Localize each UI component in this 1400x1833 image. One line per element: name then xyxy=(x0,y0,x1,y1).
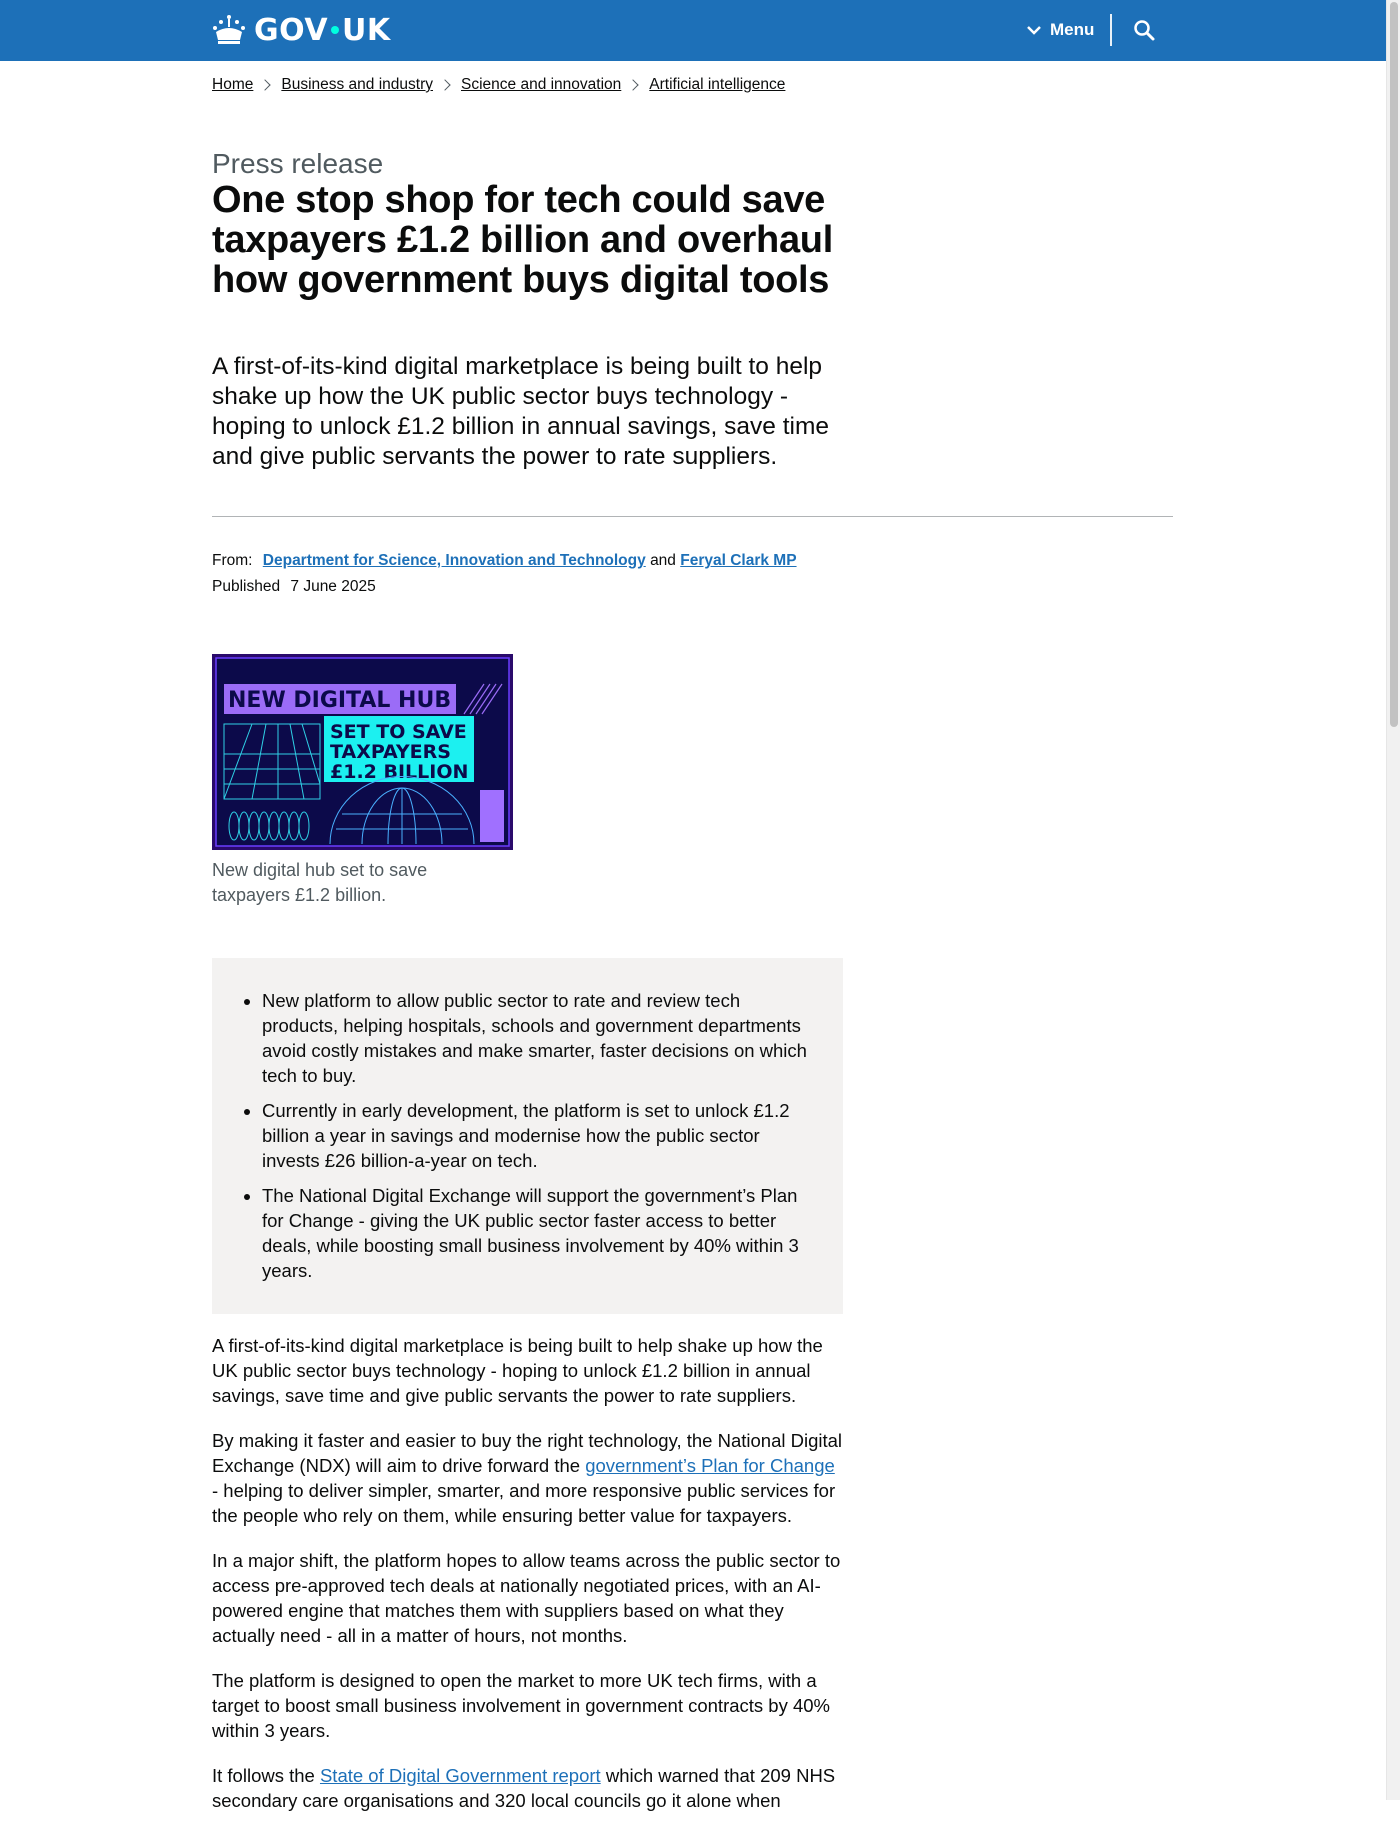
body-paragraph: In a major shift, the platform hopes to allow teams across the public sector to access pre-approved tech deals at nationally negotiated prices, with an AI-powered engine that matches them with suppliers based on what they actually need - all in a matter of hours, not months. xyxy=(212,1550,841,1646)
menu-label: Menu xyxy=(1050,20,1095,39)
summary-box xyxy=(212,958,843,1314)
logo-dot xyxy=(331,26,339,34)
hero-text-line3: TAXPAYERS xyxy=(330,741,451,763)
breadcrumb-artificial-intelligence[interactable]: Artificial intelligence xyxy=(649,76,786,93)
search-button[interactable] xyxy=(1128,14,1160,46)
breadcrumb-chevron-icon xyxy=(439,79,450,90)
body-text: - helping to deliver simpler, smarter, and more responsive public services for the people who rely on them, while ensuring better value for taxpayers. xyxy=(212,1480,836,1526)
menu-button[interactable] xyxy=(1026,16,1094,44)
from-label: From: xyxy=(212,552,253,569)
breadcrumb-science-and-innovation[interactable]: Science and innovation xyxy=(461,76,622,93)
breadcrumb-chevron-icon xyxy=(260,79,271,90)
lead-paragraph: A first-of-its-kind digital marketplace is being built to help shake up how the UK public sector buys technology - hoping to unlock £1.2 billion in annual savings, save time and give public servants the power to rate suppliers. xyxy=(212,353,829,470)
state-of-digital-government-report-link[interactable]: State of Digital Government report xyxy=(319,1765,601,1786)
hero-text-line4: £1.2 BILLION xyxy=(330,761,469,783)
published-label: Published xyxy=(212,578,281,595)
crown-icon xyxy=(212,14,246,46)
govuk-logotype xyxy=(254,13,391,48)
breadcrumb-business-and-industry[interactable]: Business and industry xyxy=(281,76,433,93)
article-body xyxy=(212,1333,846,1833)
search-icon xyxy=(1133,19,1155,41)
body-paragraph xyxy=(212,1428,846,1528)
section-divider xyxy=(212,516,1173,517)
published-date: 7 June 2025 xyxy=(290,578,376,595)
summary-item: • The National Digital Exchange will support the government’s Plan for Change - giving the UK public sector faster access to better deals, while boosting small business involvement by 40% within 3 years. xyxy=(262,1183,809,1283)
hero-text-line2: SET TO SAVE xyxy=(330,721,467,743)
image-caption: New digital hub set to save taxpayers £1.2 billion. xyxy=(212,860,428,905)
body-text: It follows the xyxy=(212,1765,320,1786)
body-text: By making it faster and easier to buy the right technology, the National Digital Exchange (NDX) will aim to drive forward the xyxy=(212,1430,843,1476)
summary-item: • New platform to allow public sector to rate and review tech products, helping hospitals, schools and government departments avoid costly mistakes and make smarter, faster decisions on which tech to buy. xyxy=(262,988,809,1088)
header-divider xyxy=(1110,14,1112,46)
document-type-caption: Press release xyxy=(212,148,384,179)
published-line xyxy=(212,574,797,600)
scrollbar-thumb[interactable] xyxy=(1390,2,1398,727)
breadcrumb-home[interactable]: Home xyxy=(212,76,254,93)
chevron-down-icon xyxy=(1026,24,1042,36)
plan-for-change-link[interactable]: government’s Plan for Change xyxy=(585,1455,835,1476)
publication-metadata xyxy=(212,548,797,600)
page-scrollbar[interactable] xyxy=(1386,0,1400,1800)
minister-link[interactable]: Feryal Clark MP xyxy=(680,552,797,569)
breadcrumb xyxy=(212,76,785,94)
page-title: One stop shop for tech could save taxpayers £1.2 billion and overhaul how government buys digital tools xyxy=(212,179,833,301)
govuk-logo[interactable] xyxy=(212,10,391,50)
breadcrumb-chevron-icon xyxy=(628,79,639,90)
site-header xyxy=(0,0,1386,61)
logo-text-uk: UK xyxy=(342,12,391,48)
body-paragraph: A first-of-its-kind digital marketplace is being built to help shake up how the UK public sector buys technology - hoping to unlock £1.2 billion in annual savings, save time and give public servants the power to rate suppliers. xyxy=(212,1335,823,1406)
body-paragraph: The platform is designed to open the market to more UK tech firms, with a target to boost small business involvement in government contracts by 40% within 3 years. xyxy=(212,1670,831,1741)
body-paragraph xyxy=(212,1763,846,1813)
logo-text-gov: GOV xyxy=(254,12,329,48)
hero-image xyxy=(212,654,513,850)
summary-list xyxy=(262,988,809,1283)
organisation-link[interactable]: Department for Science, Innovation and Technology xyxy=(262,552,646,569)
body-text: which warned that 209 NHS secondary care organisations and 320 local councils go it alone when xyxy=(212,1765,836,1811)
from-line xyxy=(212,548,797,574)
hero-title-text: NEW DIGITAL HUB xyxy=(228,688,452,713)
from-and-text: and xyxy=(650,552,676,569)
summary-item: • Currently in early development, the platform is set to unlock £1.2 billion a year in savings and modernise how the public sector invests £26 billion-a-year on tech. xyxy=(262,1098,809,1173)
